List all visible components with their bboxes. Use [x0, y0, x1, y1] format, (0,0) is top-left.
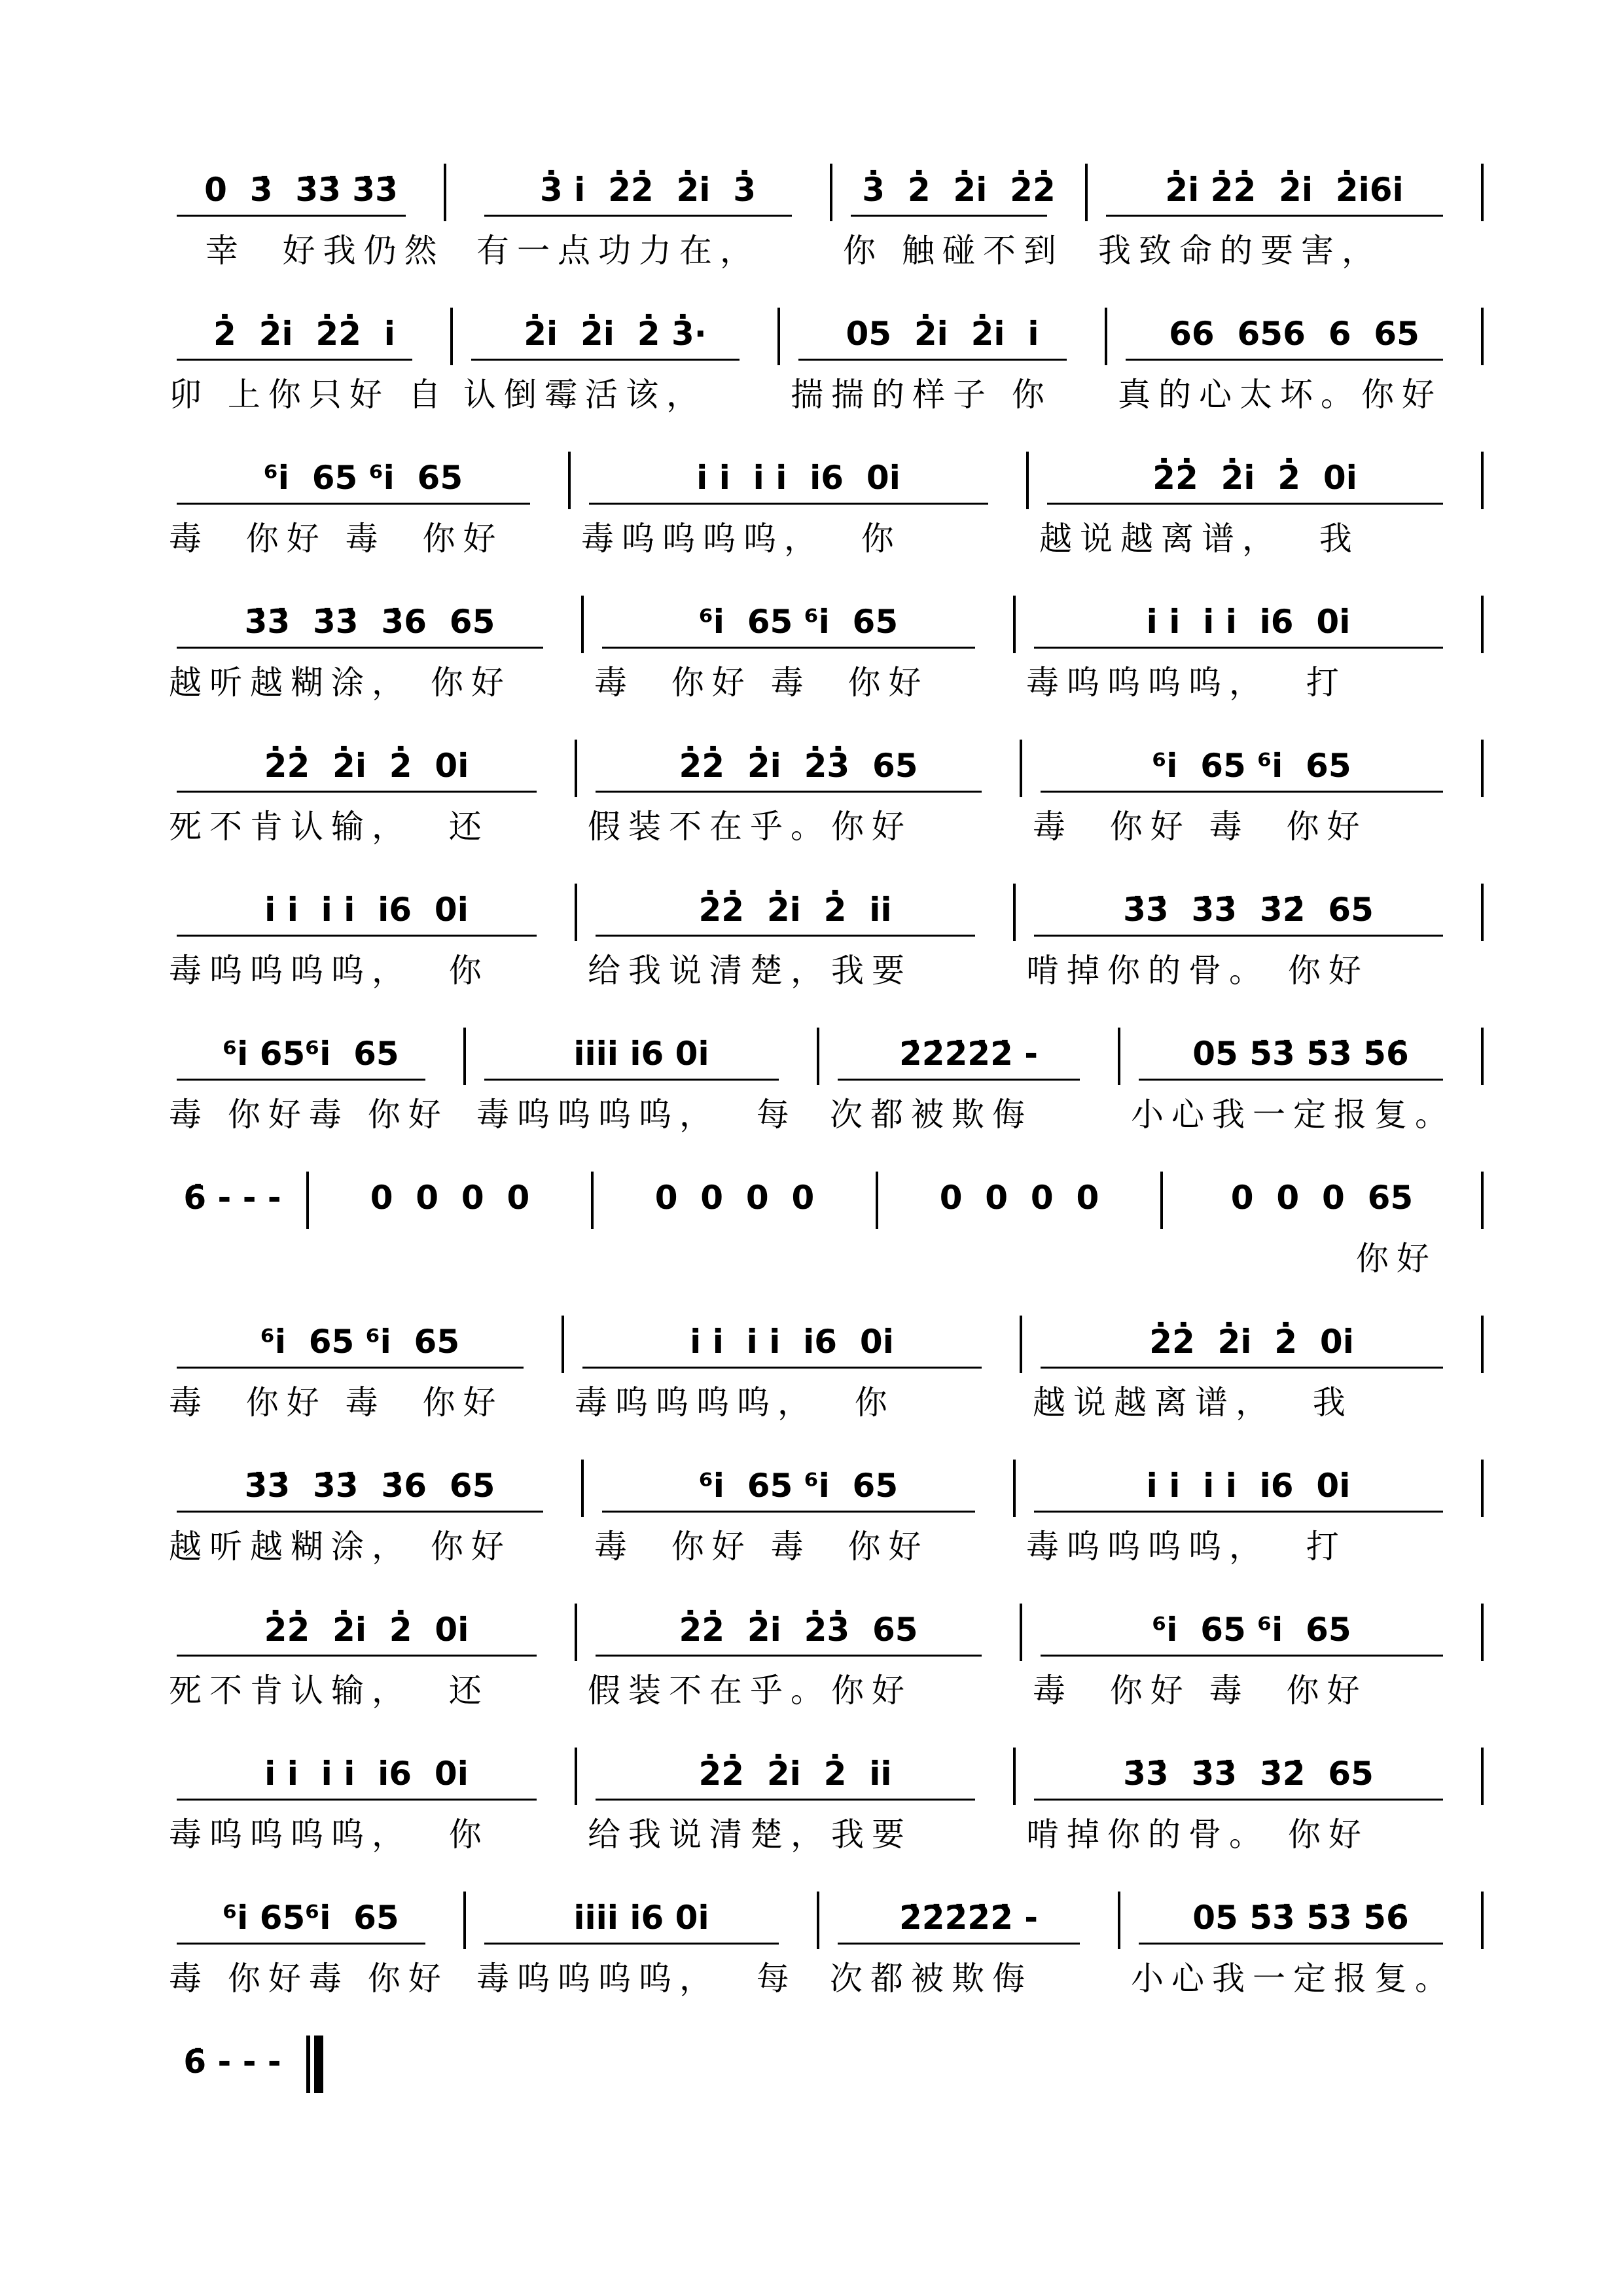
- beam-underline: [177, 647, 543, 649]
- lyric-line: 卯 上你只好 自: [169, 376, 449, 414]
- beam-underline: [177, 1511, 543, 1513]
- score-system: [157, 1734, 1482, 1865]
- lyric-line: 给我说清楚，我要: [588, 1816, 912, 1854]
- notation-measure: 2̇2̇ 2̇i̇ 2̇3̇ 65: [679, 747, 918, 785]
- lyric-line: 越听越糊涂， 你好: [169, 664, 512, 702]
- beam-underline: [471, 359, 740, 361]
- barline: [1020, 1316, 1022, 1373]
- notation-measure: 2̇2̇ 2̇i̇ 2̇ 0i̇: [1149, 1323, 1354, 1361]
- score-system: [157, 151, 1482, 281]
- lyric-line: 毒 你好 毒 你好: [1033, 808, 1368, 846]
- lyric-line: 认倒霉活该，: [463, 376, 707, 414]
- barline: [777, 308, 780, 365]
- score-system: [157, 726, 1482, 857]
- beam-underline: [177, 215, 406, 217]
- beam-underline: [1139, 1079, 1443, 1081]
- beam-underline: [851, 215, 1047, 217]
- notation-measure: 05 5̇3̇ 5̇3̇ 5̇6̇: [1192, 1035, 1409, 1073]
- barline: [1481, 1748, 1484, 1805]
- lyric-line: 毒 你好 毒 你好: [594, 664, 929, 702]
- notation-measure: 2̇ 2̇i̇ 2̇2̇ i̇: [213, 315, 395, 353]
- beam-underline: [177, 359, 412, 361]
- barline: [575, 884, 577, 941]
- beam-underline: [1034, 647, 1443, 649]
- barline: [1481, 884, 1484, 941]
- score-system: [157, 1590, 1482, 1721]
- barline: [575, 1604, 577, 1661]
- score-system: [157, 1014, 1482, 1145]
- barline: [1085, 164, 1088, 221]
- beam-underline: [177, 935, 537, 937]
- notation-measure: ⁶i̇ 65⁶i̇ 65: [223, 1035, 399, 1073]
- barline: [1481, 164, 1484, 221]
- lyric-line: 毒 你好 毒 你好: [594, 1528, 929, 1566]
- notation-measure: i̇i̇i̇i̇ i̇6 0i̇: [573, 1899, 709, 1937]
- barline: [817, 1028, 819, 1085]
- notation-measure: 6̇ - - -: [183, 2043, 281, 2081]
- barline: [450, 308, 453, 365]
- lyric-line: 次都被欺侮: [830, 1960, 1033, 1998]
- barline: [1013, 1460, 1016, 1517]
- beam-underline: [838, 1943, 1080, 1945]
- notation-measure: 2̇2̇ 2̇i̇ 2̇ 0i̇: [264, 747, 469, 785]
- barline: [1481, 596, 1484, 653]
- barline: [1481, 1316, 1484, 1373]
- beam-underline: [177, 1943, 425, 1945]
- barline: [1481, 452, 1484, 509]
- beam-underline: [177, 1799, 537, 1801]
- lyric-line: 假装不在乎。你好: [588, 1672, 912, 1710]
- notation-measure: 2̇2̇ 2̇i̇ 2̇ i̇i̇: [698, 1755, 892, 1793]
- lyric-line: 幸 好我仍然: [169, 232, 445, 270]
- lyric-line: 毒呜呜呜呜， 你: [169, 1816, 490, 1854]
- lyric-line: 毒呜呜呜呜， 你: [169, 952, 490, 990]
- beam-underline: [582, 1367, 982, 1369]
- barline: [575, 1748, 577, 1805]
- barline: [1481, 1028, 1484, 1085]
- barline: [562, 1316, 564, 1373]
- notation-measure: i̇ i̇ i̇ i̇ i̇6 0i̇: [690, 1323, 894, 1361]
- notation-measure: 0 0 0 65: [1230, 1179, 1414, 1217]
- notation-measure: ⁶i̇ 65 ⁶i̇ 65: [263, 459, 463, 497]
- notation-measure: 3̇3̇ 3̇3̇ 3̇6 65: [244, 1467, 495, 1505]
- notation-measure: 2̇2̇ 2̇i̇ 2̇ 0i̇: [1152, 459, 1357, 497]
- notation-measure: 0 3̇ 3̇3̇ 3̇3̇: [204, 171, 398, 209]
- score-system: [157, 583, 1482, 713]
- notation-measure: ⁶i̇ 65 ⁶i̇ 65: [698, 1467, 899, 1505]
- barline: [1013, 1748, 1016, 1805]
- final-barline-thick: [314, 2036, 323, 2093]
- score-system: [157, 439, 1482, 569]
- beam-underline: [484, 1943, 779, 1945]
- notation-measure: 66 656 6 65: [1169, 315, 1419, 353]
- barline: [568, 452, 571, 509]
- notation-measure: 2̇2̇2̇2̇2̇ -: [899, 1035, 1039, 1073]
- notation-measure: 2̇2̇ 2̇i̇ 2̇3̇ 65: [679, 1611, 918, 1649]
- lyric-line: 毒 你好 毒 你好: [169, 1384, 504, 1422]
- beam-underline: [177, 1367, 524, 1369]
- notation-measure: ⁶i̇ 65⁶i̇ 65: [223, 1899, 399, 1937]
- notation-measure: 6̇ - - -: [183, 1179, 281, 1217]
- notation-measure: i̇i̇i̇i̇ i̇6 0i̇: [573, 1035, 709, 1073]
- beam-underline: [602, 1511, 975, 1513]
- notation-measure: 2̇2̇2̇2̇2̇ -: [899, 1899, 1039, 1937]
- barline: [1481, 308, 1484, 365]
- notation-measure: 3̇3̇ 3̇3̇ 3̇6 65: [244, 603, 495, 641]
- beam-underline: [177, 1079, 425, 1081]
- lyric-line: 毒呜呜呜呜， 你: [581, 520, 902, 558]
- lyric-line: 毒呜呜呜呜， 每: [476, 1096, 797, 1134]
- beam-underline: [589, 503, 988, 505]
- notation-measure: 05 2̇i̇ 2̇i̇ i̇: [846, 315, 1039, 353]
- lyric-line: 你好: [1173, 1240, 1437, 1278]
- notation-measure: 3̇3̇ 3̇3̇ 3̇2̇ 65: [1123, 1755, 1374, 1793]
- score-system: [157, 295, 1482, 425]
- notation-measure: 2̇i̇ 2̇i̇ 2̇ 3̇·: [524, 315, 707, 353]
- barline: [1481, 1460, 1484, 1517]
- barline: [591, 1172, 594, 1229]
- lyric-line: 假装不在乎。你好: [588, 808, 912, 846]
- lyric-line: 揣揣的样子 你: [791, 376, 1052, 414]
- lyric-line: 次都被欺侮: [830, 1096, 1033, 1134]
- beam-underline: [596, 1655, 982, 1657]
- notation-measure: i̇ i̇ i̇ i̇ i̇6 0i̇: [264, 891, 469, 929]
- lyric-line: 毒 你好毒 你好: [169, 1096, 449, 1134]
- beam-underline: [596, 1799, 975, 1801]
- notation-measure: i̇ i̇ i̇ i̇ i̇6 0i̇: [264, 1755, 469, 1793]
- lyric-line: 死不肯认输， 还: [169, 1672, 490, 1710]
- beam-underline: [838, 1079, 1080, 1081]
- beam-underline: [484, 1079, 779, 1081]
- barline: [1020, 740, 1022, 797]
- lyric-line: 你 触碰不到: [843, 232, 1064, 270]
- lyric-line: 有一点功力在，: [476, 232, 760, 270]
- lyric-line: 我致命的要害，: [1098, 232, 1382, 270]
- notation-measure: ⁶i̇ 65 ⁶i̇ 65: [1152, 747, 1351, 785]
- lyric-line: 给我说清楚，我要: [588, 952, 912, 990]
- notation-measure: ⁶i̇ 65 ⁶i̇ 65: [1152, 1611, 1351, 1649]
- notation-measure: 0 0 0 0: [654, 1179, 815, 1217]
- beam-underline: [1041, 1367, 1443, 1369]
- barline: [581, 596, 584, 653]
- score-system: [157, 1446, 1482, 1577]
- barline: [1105, 308, 1107, 365]
- lyric-line: [319, 1236, 580, 1282]
- lyric-line: 越说越离谱， 我: [1033, 1384, 1353, 1422]
- lyric-line: 小心我一定报复。: [1131, 1096, 1455, 1134]
- notation-measure: 3̇ i̇ 2̇2̇ 2̇i̇ 3̇: [539, 171, 757, 209]
- lyric-line: 越听越糊涂， 你好: [169, 1528, 512, 1566]
- barline: [876, 1172, 878, 1229]
- beam-underline: [1139, 1943, 1443, 1945]
- lyric-line: 真的心太坏。你好: [1118, 376, 1442, 414]
- barline: [817, 1892, 819, 1949]
- barline: [1160, 1172, 1163, 1229]
- barline: [1481, 1892, 1484, 1949]
- barline: [1481, 740, 1484, 797]
- lyric-line: [604, 1236, 865, 1282]
- lyric-line: 毒呜呜呜呜， 打: [1026, 664, 1347, 702]
- lyric-line: 小心我一定报复。: [1131, 1960, 1455, 1998]
- barline: [1020, 1604, 1022, 1661]
- beam-underline: [1041, 1655, 1443, 1657]
- notation-measure: i̇ i̇ i̇ i̇ i̇6 0i̇: [1146, 1467, 1351, 1505]
- notation-measure: 3̇3̇ 3̇3̇ 3̇2̇ 65: [1123, 891, 1374, 929]
- lyric-line: 啃掉你的骨。 你好: [1026, 952, 1369, 990]
- beam-underline: [1034, 1799, 1443, 1801]
- notation-measure: ⁶i̇ 65 ⁶i̇ 65: [698, 603, 899, 641]
- lyric-line: [169, 1236, 296, 1282]
- notation-measure: 3̇ 2̇ 2̇i̇ 2̇2̇: [862, 171, 1056, 209]
- notation-measure: 0 0 0 0: [370, 1179, 530, 1217]
- barline: [463, 1028, 466, 1085]
- lyric-line: 越说越离谱， 我: [1039, 520, 1360, 558]
- beam-underline: [602, 647, 975, 649]
- barline: [444, 164, 446, 221]
- score-system: [157, 870, 1482, 1001]
- beam-underline: [177, 791, 537, 793]
- score-system: [157, 1878, 1482, 2009]
- notation-measure: 0 0 0 0: [939, 1179, 1099, 1217]
- lyric-line: 啃掉你的骨。 你好: [1026, 1816, 1369, 1854]
- notation-measure: 05 5̇3̇ 5̇3̇ 5̇6̇: [1192, 1899, 1409, 1937]
- notation-measure: i̇ i̇ i̇ i̇ i̇6 0i̇: [696, 459, 901, 497]
- beam-underline: [1106, 215, 1443, 217]
- barline: [1118, 1892, 1120, 1949]
- barline: [1013, 596, 1016, 653]
- barline: [1481, 1172, 1484, 1229]
- lyric-line: 死不肯认输， 还: [169, 808, 490, 846]
- beam-underline: [177, 1655, 537, 1657]
- beam-underline: [798, 359, 1067, 361]
- score-system: [157, 1158, 1482, 1289]
- score-system: [157, 1302, 1482, 1433]
- barline: [1026, 452, 1029, 509]
- lyric-line: 毒 你好毒 你好: [169, 1960, 449, 1998]
- barline: [306, 1172, 309, 1229]
- notation-measure: ⁶i̇ 65 ⁶i̇ 65: [260, 1323, 460, 1361]
- barline: [1013, 884, 1016, 941]
- lyric-line: [889, 1236, 1150, 1282]
- score-system: [157, 2022, 1482, 2153]
- lyric-line: 毒呜呜呜呜， 每: [476, 1960, 797, 1998]
- final-barline: [306, 2036, 310, 2093]
- notation-measure: 2̇2̇ 2̇i̇ 2̇ i̇i̇: [698, 891, 892, 929]
- lyric-line: 毒呜呜呜呜， 你: [575, 1384, 895, 1422]
- beam-underline: [596, 791, 982, 793]
- notation-measure: i̇ i̇ i̇ i̇ i̇6 0i̇: [1146, 603, 1351, 641]
- barline: [463, 1892, 466, 1949]
- beam-underline: [1041, 791, 1443, 793]
- beam-underline: [484, 215, 792, 217]
- lyric-line: 毒呜呜呜呜， 打: [1026, 1528, 1347, 1566]
- lyric-line: 毒 你好 毒 你好: [169, 520, 504, 558]
- notation-measure: 2̇2̇ 2̇i̇ 2̇ 0i̇: [264, 1611, 469, 1649]
- barline: [581, 1460, 584, 1517]
- beam-underline: [177, 503, 530, 505]
- lyric-line: [169, 2100, 296, 2145]
- beam-underline: [596, 935, 975, 937]
- beam-underline: [1034, 935, 1443, 937]
- beam-underline: [1047, 503, 1443, 505]
- barline: [575, 740, 577, 797]
- barline: [1118, 1028, 1120, 1085]
- beam-underline: [1034, 1511, 1443, 1513]
- barline: [1481, 1604, 1484, 1661]
- lyric-line: 毒 你好 毒 你好: [1033, 1672, 1368, 1710]
- beam-underline: [1126, 359, 1443, 361]
- notation-measure: 2̇i̇ 2̇2̇ 2̇i̇ 2̇i̇6i̇: [1165, 171, 1404, 209]
- barline: [830, 164, 832, 221]
